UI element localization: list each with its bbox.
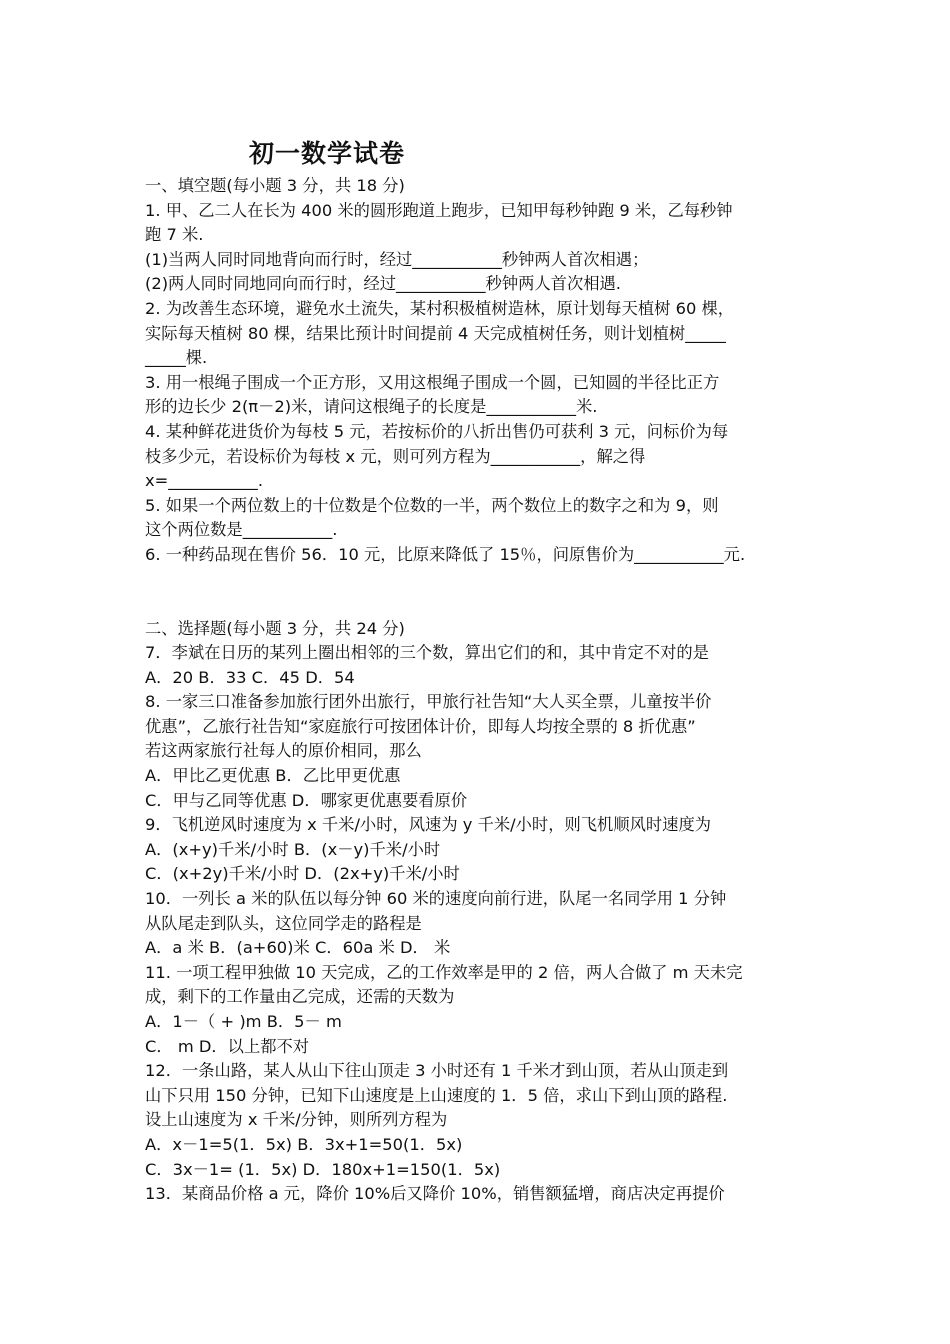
text-line: 10．一列长 a 米的队伍以每分钟 60 米的速度向前行进，队尾一名同学用 1 分钟	[145, 889, 727, 909]
text-line: A．a 米 B．(a+60)米 C．60a 米 D． 米	[145, 938, 451, 958]
text-line: 实际每天植树 80 棵，结果比预计时间提前 4 天完成植树任务，则计划植树_____	[145, 323, 726, 343]
text-line: 这个两位数是___________.	[145, 520, 338, 540]
text-line: 5. 如果一个两位数上的十位数是个位数的一半，两个数位上的数字之和为 9，则	[145, 495, 719, 515]
text-line: 13．某商品价格 a 元，降价 10%后又降价 10%，销售额猛增，商店决定再提价	[145, 1184, 725, 1204]
section-fill-in-blank	[145, 174, 835, 568]
text-line: 优惠”，乙旅行社告知“家庭旅行可按团体计价，即每人均按全票的 8 折优惠”	[145, 716, 696, 736]
exam-content	[145, 174, 835, 1207]
text-line: 12．一条山路，某人从山下往山顶走 3 小时还有 1 千米才到山顶，若从山顶走到	[145, 1061, 729, 1081]
text-line: 从队尾走到队头，这位同学走的路程是	[145, 913, 422, 933]
text-line: 3. 用一根绳子围成一个正方形，又用这根绳子围成一个圆，已知圆的半径比正方	[145, 372, 720, 392]
text-line: 枝多少元，若设标价为每枝 x 元，则可列方程为___________，解之得	[145, 446, 646, 466]
section-heading: 二、选择题(每小题 3 分，共 24 分)	[145, 618, 405, 638]
text-line: 1. 甲、乙二人在长为 400 米的圆形跑道上跑步，已知甲每秒钟跑 9 米，乙每秒钟	[145, 200, 733, 220]
section-heading: 一、填空题(每小题 3 分，共 18 分)	[145, 176, 405, 195]
text-line: 9．飞机逆风时速度为 x 千米/小时，风速为 y 千米/小时，则飞机顺风时速度为	[145, 815, 712, 835]
text-line: C．甲与乙同等优惠 D．哪家更优惠要看原价	[145, 790, 468, 810]
text-line: 6. 一种药品现在售价 56．10 元，比原来降低了 15％，问原售价为___________元.	[145, 544, 746, 564]
text-line: 成，剩下的工作量由乙完成，还需的天数为	[145, 987, 455, 1007]
text-line: 11. 一项工程甲独做 10 天完成，乙的工作效率是甲的 2 倍，两人合做了 m 天未完	[145, 962, 743, 982]
text-line: 4. 某种鲜花进货价为每枝 5 元，若按标价的八折出售仍可获利 3 元，问标价为每	[145, 421, 729, 441]
text-line: 跑 7 米.	[145, 225, 204, 245]
text-line: C．(x+2y)千米/小时 D．(2x+y)千米/小时	[145, 864, 460, 884]
text-line: 山下只用 150 分钟，已知下山速度是上山速度的 1．5 倍，求山下到山顶的路程.	[145, 1085, 728, 1105]
text-line: A．20 B．33 C．45 D．54	[145, 667, 355, 687]
text-line: 8. 一家三口准备参加旅行团外出旅行，甲旅行社告知“大人买全票，儿童按半价	[145, 692, 712, 712]
text-line: 形的边长少 2(π－2)米，请问这根绳子的长度是___________米.	[145, 397, 598, 417]
text-line: _____棵.	[145, 348, 208, 368]
text-line: A．x－1=5(1．5x) B．3x+1=50(1．5x)	[145, 1134, 463, 1154]
text-line: A．甲比乙更优惠 B．乙比甲更优惠	[145, 766, 401, 786]
text-line: A．1－（ + )m B．5－ m	[145, 1012, 342, 1031]
text-line: 设上山速度为 x 千米/分钟，则所列方程为	[145, 1110, 448, 1130]
text-line: 若这两家旅行社每人的原价相同，那么	[145, 741, 422, 761]
text-line: (2)两人同时同地同向而行时，经过___________秒钟两人首次相遇.	[145, 274, 621, 294]
text-line: C．3x－1= (1．5x) D．180x+1=150(1．5x)	[145, 1159, 501, 1179]
text-line: x=___________.	[145, 471, 263, 491]
text-line: 2. 为改善生态环境，避免水土流失，某村积极植树造林，原计划每天植树 60 棵，	[145, 298, 735, 318]
text-line: A．(x+y)千米/小时 B．(x－y)千米/小时	[145, 839, 441, 859]
page-title: 初一数学试卷	[249, 139, 406, 168]
section-multiple-choice	[145, 617, 835, 1207]
section-gap	[145, 568, 835, 617]
text-line: C． m D．以上都不对	[145, 1036, 310, 1056]
text-line: 7．李斌在日历的某列上圈出相邻的三个数，算出它们的和，其中肯定不对的是	[145, 643, 709, 663]
text-line: (1)当两人同时同地背向而行时，经过___________秒钟两人首次相遇；	[145, 249, 649, 269]
